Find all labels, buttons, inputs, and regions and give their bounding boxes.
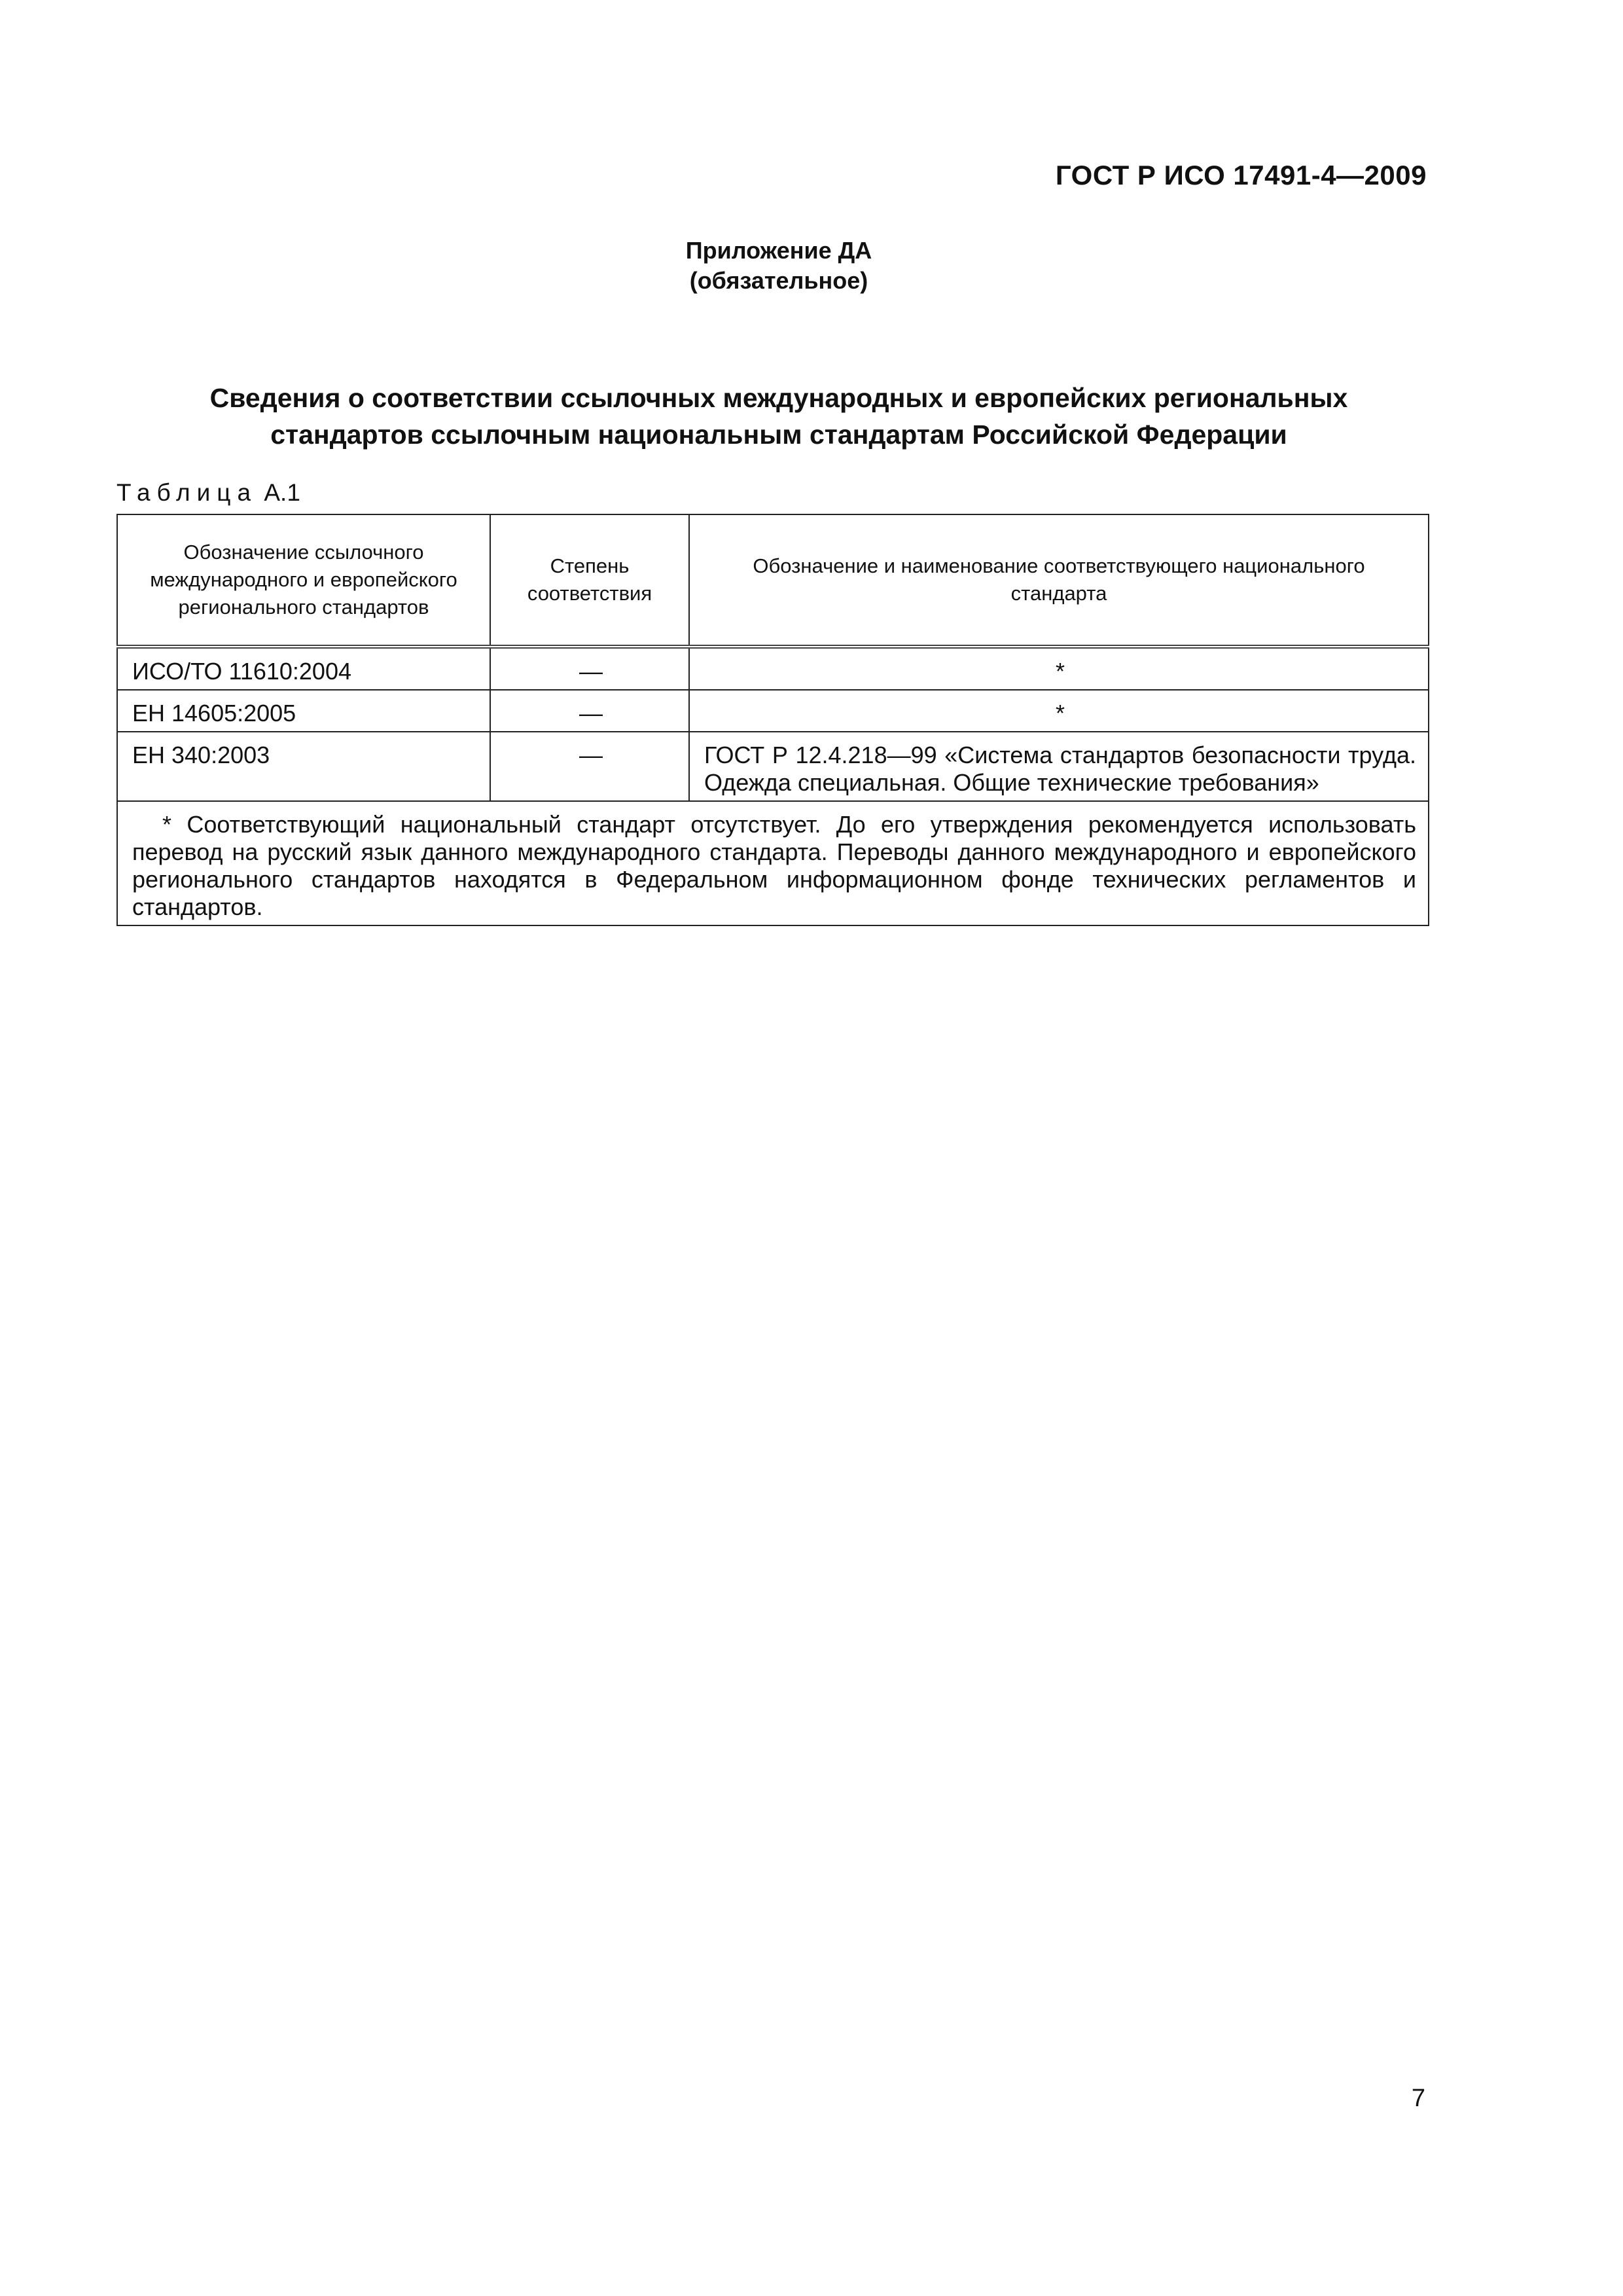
table-row [117,690,1429,732]
table-caption-number: А.1 [264,479,300,506]
cell-reference: ИСО/ТО 11610:2004 [117,647,490,690]
column-header-reference: Обозначение ссылочного международного и европейского регионального стандартов [117,514,490,647]
table-row [117,732,1429,801]
cell-national: * [689,690,1429,732]
document-code: ГОСТ Р ИСО 17491-4—2009 [1055,160,1427,190]
cell-reference: ЕН 14605:2005 [117,690,490,732]
appendix-status: (обязательное) [689,267,868,294]
column-header-national: Обозначение и наименование соответствующего национального стандарта [689,514,1429,647]
table-caption-word: Таблица [116,479,258,506]
cell-reference: ЕН 340:2003 [117,732,490,801]
table-footnote-row [117,801,1429,925]
main-title-line-1: Сведения о соответствии ссылочных международных и европейских региональных [209,383,1348,413]
reference-table [116,514,1429,926]
cell-degree: — [490,732,689,801]
main-title [0,380,1558,453]
appendix-heading [0,236,1558,296]
appendix-title: Приложение ДА [685,237,872,264]
cell-degree: — [490,690,689,732]
table-footnote [117,801,1429,925]
table-header-row [117,514,1429,647]
column-header-degree: Степень соответствия [490,514,689,647]
cell-degree: — [490,647,689,690]
main-title-line-2: стандартов ссылочным национальным стандартам Российской Федерации [270,420,1287,450]
page-number: 7 [1411,2085,1425,2112]
table-row [117,647,1429,690]
cell-national: ГОСТ Р 12.4.218—99 «Система стандартов безопасности труда. Одежда специальная. Общие технические требования» [689,732,1429,801]
table-caption [116,479,300,507]
cell-national: * [689,647,1429,690]
table-footnote-text: * Соответствующий национальный стандарт отсутствует. До его утверждения рекомендуется использовать перевод на русский язык данного международного стандарта. Переводы данного международного и европейского регионального стандартов находятся в Федеральном информационном фонде технических регламентов и стандартов. [132,811,1416,920]
